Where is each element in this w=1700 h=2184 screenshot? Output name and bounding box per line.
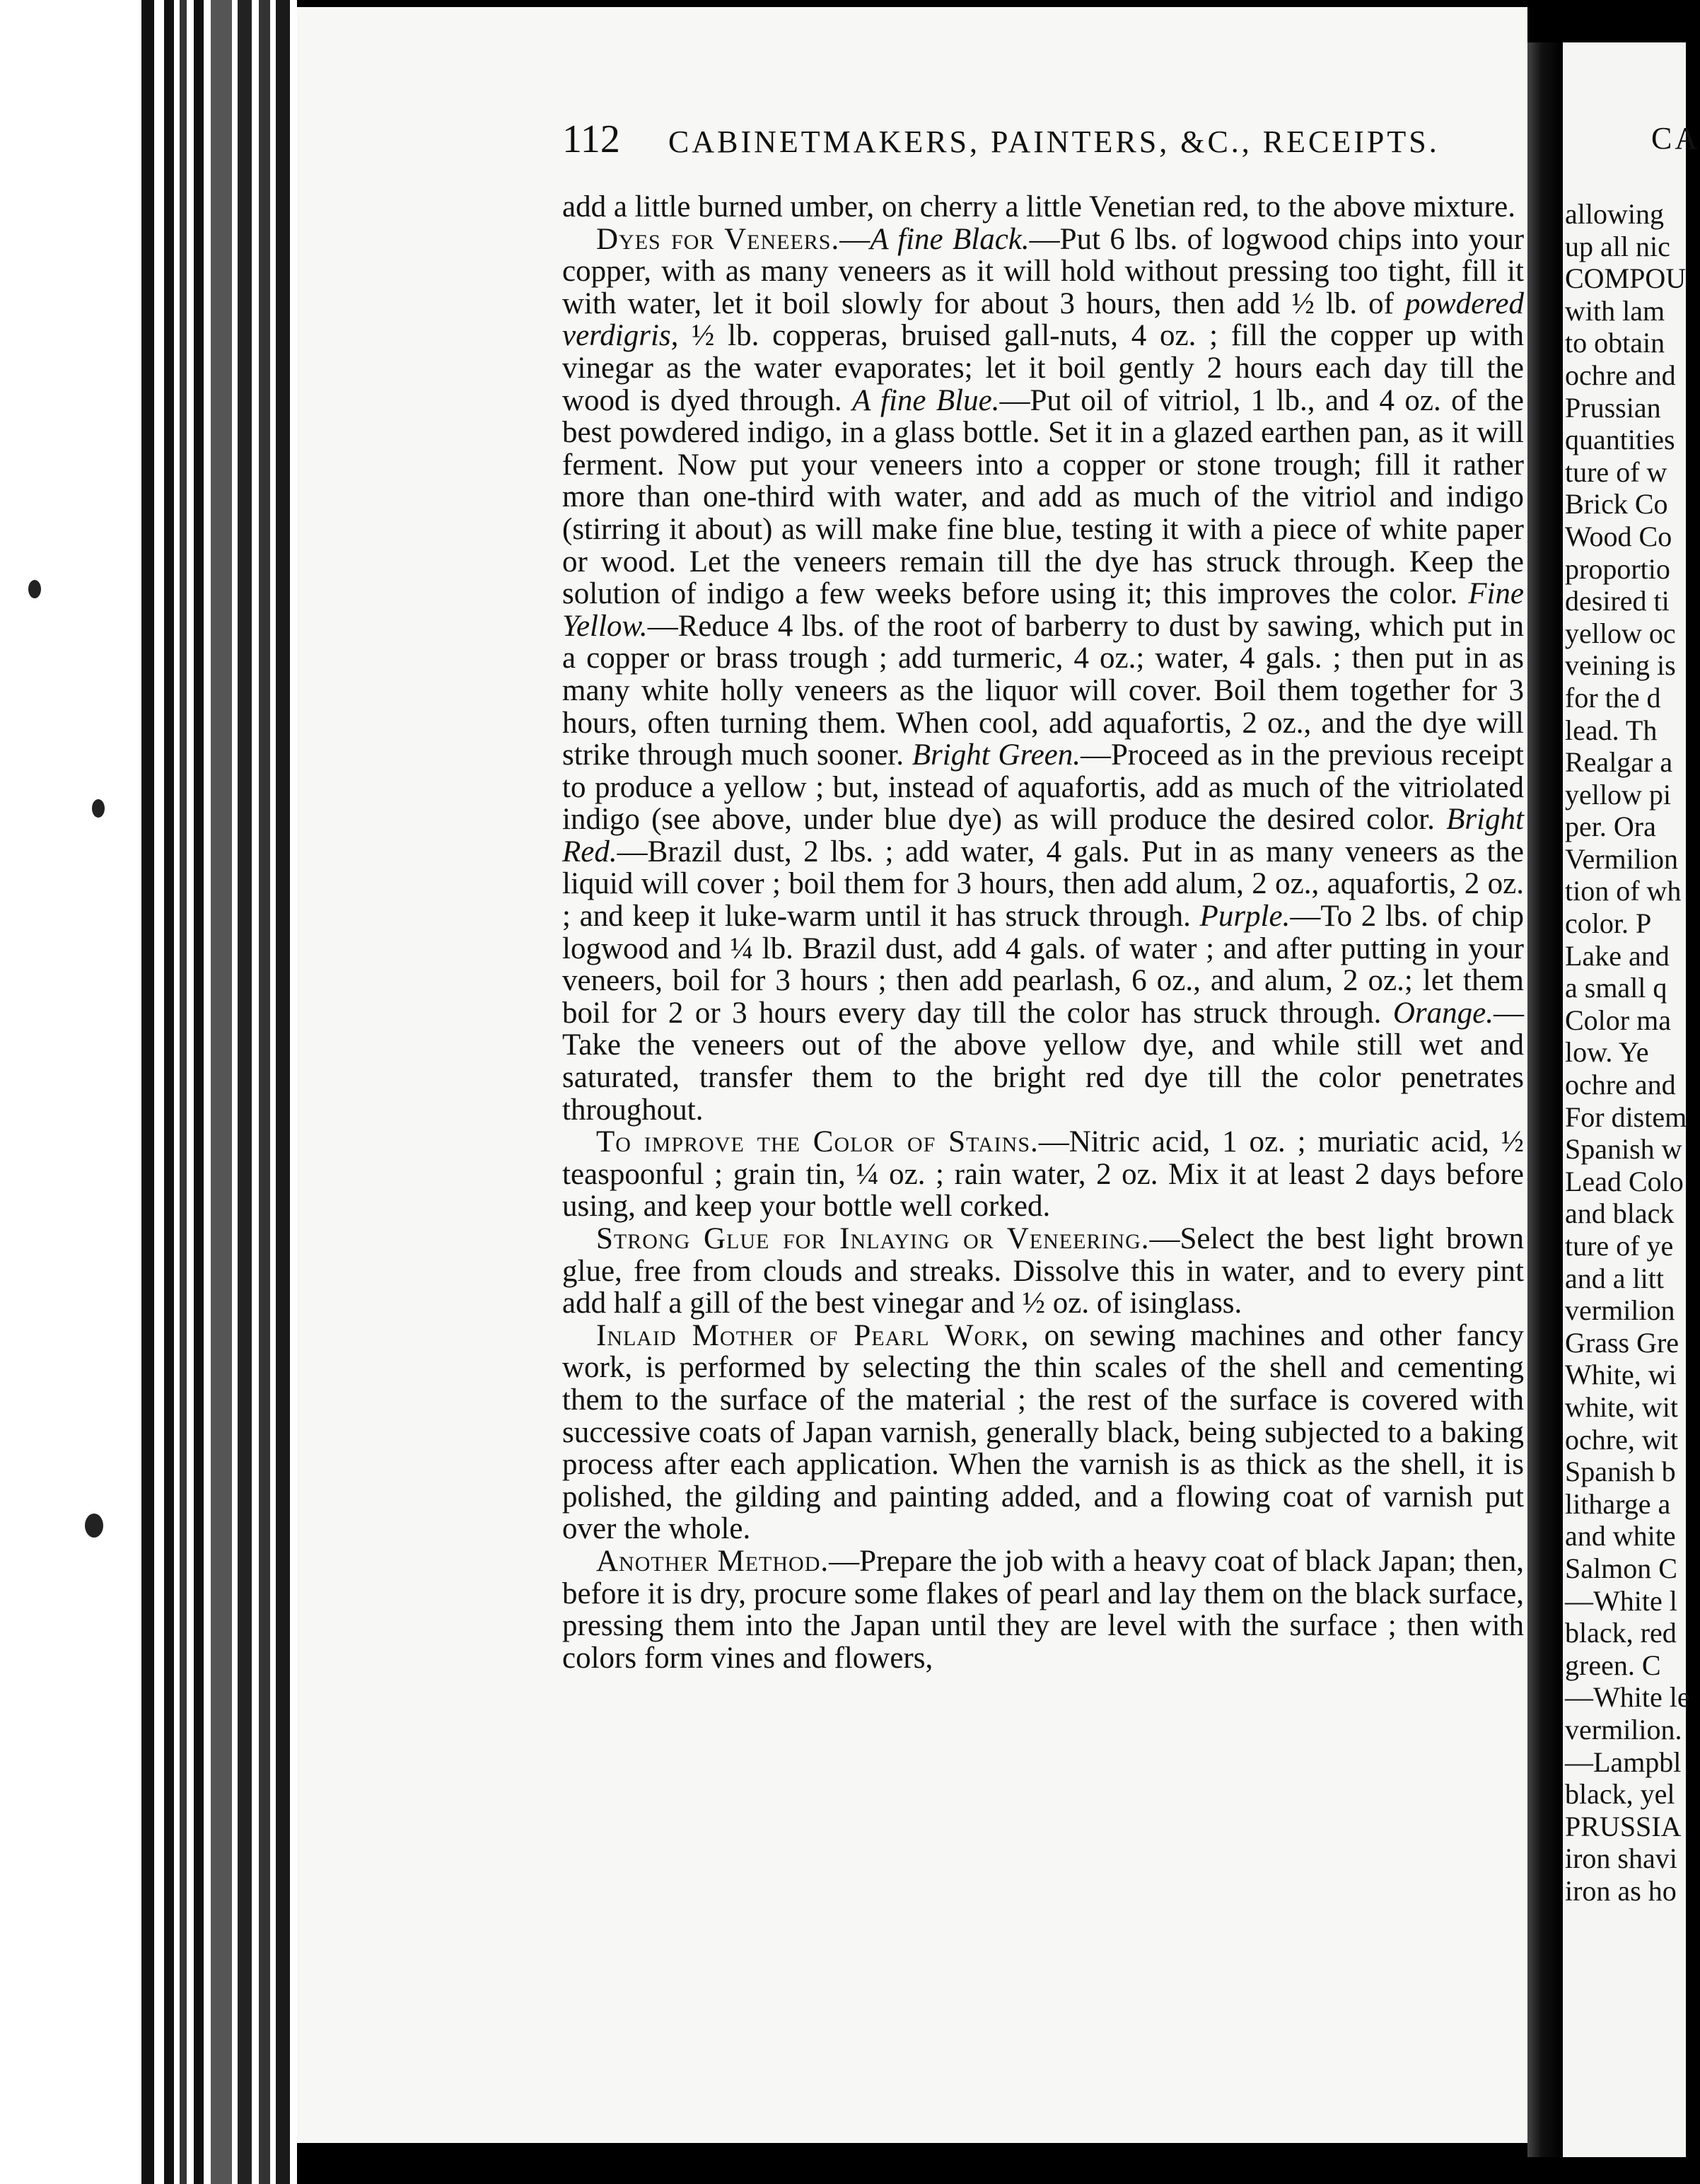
paragraph-dyes-for-veneers: Dyes for Veneers.—A fine Black.—Put 6 lbs. of logwood chips into your copper, with as many veneers as it will hold without pressing too tight, fill it with water, let it boil slowly for about 3 hours, then add ½ lb. of powdered verdigris, ½ lb. copperas, bruised gall-nuts, 4 oz. ; fill the copper up with vinegar as the water evaporates; let it boil gently 2 hours each day till the wood is dyed through. A fine Blue.—Put oil of vitriol, 1 lb., and 4 oz. of the best powdered indigo, in a glass bottle. Set it in a glazed earthen pan, as it will ferment. Now put your veneers into a copper or stone trough; fill it rather more than one-third with water, and add as much of the vitriol and indigo (stirring it about) as will make fine blue, testing it with a piece of white paper or wood. Let the veneers remain till the dye has struck through. Keep the solution of indigo a few weeks before using it; this improves the color. Fine Yellow.—Reduce 4 lbs. of the root of barberry to dust by sawing, which put in a copper or brass trough ; add turmeric, 4 oz.; water, 4 gals. ; then put in as many white holly veneers as the liquor will cover. Boil them together for 3 hours, often turning them. When cool, add aquafortis, 2 oz., and the dye will strike through much sooner. Bright Green.—Proceed as in the previous receipt to produce a yellow ; but, instead of aquafortis, add as much of the vitriolated indigo (see above, under blue dye) as will produce the desired color. Bright Red.—Brazil dust, 2 lbs. ; add water, 4 gals. Put in as many veneers as the liquid will cover ; boil them for 3 hours, then add alum, 2 oz., aquafortis, 2 oz. ; and keep it luke-warm until it has struck through. Purple.—To 2 lbs. of chip logwood and ¼ lb. Brazil dust, add 4 gals. of water ; and after putting in your veneers, boil for 3 hours ; then add pearlash, 6 oz., and alum, 2 oz.; let them boil for 2 or 3 hours every day till the color has struck through. Orange.—Take the veneers out of the above yellow dye, and while still wet and saturated, transfer them to the bright red dye till the color penetrates throughout. — [562, 222, 1525, 1127]
right-page-line: For distem — [1565, 1100, 1687, 1133]
right-page-line: ochre and — [1565, 1069, 1676, 1101]
right-page-line: COMPOU — [1565, 262, 1687, 295]
scan-margin — [0, 0, 134, 2184]
right-page-line: low. Ye — [1565, 1036, 1649, 1069]
scan-speck — [28, 580, 41, 598]
book-page-edges — [134, 0, 297, 2184]
right-page-text — [1565, 198, 1690, 1907]
right-page-line: Vermilion — [1565, 842, 1678, 875]
right-page-line: and black — [1565, 1197, 1675, 1230]
right-page-line: and a litt — [1565, 1262, 1664, 1294]
right-page-line: —Lampbl — [1565, 1746, 1682, 1778]
section-heading: Inlaid Mother of Pearl Work, — [596, 1318, 1030, 1352]
right-page-line: Brick Co — [1565, 488, 1668, 521]
right-page-line: for the d — [1565, 681, 1661, 714]
section-heading: To improve the Color of Stains. — [596, 1125, 1039, 1159]
right-page-line: per. Ora — [1565, 811, 1656, 843]
paragraph-strong-glue: Strong Glue for Inlaying or Veneering.—Select the best light brown glue, free from clouds and streaks. Dissolve this in water, and to every pint add half a gill of the best vinegar and ½ oz. of isinglass. — [562, 1222, 1524, 1320]
right-page-line: ochre and — [1565, 359, 1676, 391]
right-page-line: black, yel — [1565, 1778, 1675, 1811]
recipe-title: Bright Red. — [562, 803, 1524, 869]
right-page-line: litharge a — [1565, 1487, 1671, 1520]
right-page-line: Prussian — [1565, 391, 1661, 424]
recipe-title: A fine Blue. — [852, 383, 1000, 417]
right-page-line: iron as ho — [1565, 1874, 1677, 1907]
right-page-header: CA — [1651, 121, 1700, 156]
right-page-line: White, wi — [1565, 1359, 1677, 1391]
right-page-line: color. P — [1565, 907, 1652, 940]
right-page-line: green. C — [1565, 1649, 1661, 1681]
right-page-line: Grass Gre — [1565, 1326, 1679, 1359]
running-title: CABINETMAKERS, PAINTERS, &C., RECEIPTS. — [668, 124, 1440, 159]
right-page-line: Spanish b — [1565, 1456, 1676, 1488]
right-page-line: and white — [1565, 1520, 1676, 1552]
page-body — [562, 191, 1524, 1674]
page-header — [562, 117, 1531, 166]
right-page-line: quantities — [1565, 424, 1675, 456]
section-heading: Another Method. — [596, 1544, 829, 1578]
right-page-line: allowing — [1565, 198, 1664, 230]
paragraph-another-method: Another Method.—Prepare the job with a heavy coat of black Japan; then, before it is dry, procure some flakes of pearl and lay them on the black surface, pressing them into the Japan until they are level with the surface ; then with colors form vines and flowers, — [562, 1544, 1524, 1675]
right-page-line: tion of wh — [1565, 875, 1682, 907]
right-page-line: Lead Colo — [1565, 1165, 1684, 1197]
section-heading: Strong Glue for Inlaying or Veneering. — [596, 1222, 1150, 1255]
recipe-title: Fine Yellow. — [562, 577, 1524, 643]
right-page-line: —White le — [1565, 1681, 1690, 1714]
right-page-line: a small q — [1565, 972, 1667, 1004]
right-page-line: lead. Th — [1565, 714, 1658, 746]
right-page-line: Realgar a — [1565, 746, 1673, 779]
right-page-line: yellow pi — [1565, 778, 1671, 811]
recipe-title: A fine Black. — [870, 222, 1030, 256]
paragraph-improve-stains: To improve the Color of Stains.—Nitric acid, 1 oz. ; muriatic acid, ½ teaspoonful ; grain tin, ¼ oz. ; rain water, 2 oz. Mix it at least 2 days before using, and keep your bottle well corked. — [562, 1125, 1524, 1224]
right-page-line: up all nic — [1565, 230, 1670, 262]
right-page-line: Salmon C — [1565, 1552, 1677, 1584]
right-page-line: veining is — [1565, 649, 1676, 682]
right-page-line: to obtain — [1565, 327, 1665, 359]
right-page-line: Spanish w — [1565, 1133, 1682, 1166]
right-page-line: ture of w — [1565, 455, 1667, 488]
right-page-line: with lam — [1565, 294, 1665, 327]
right-page-line: Wood Co — [1565, 520, 1672, 552]
page-number: 112 — [562, 117, 620, 161]
right-page-line: vermilion — [1565, 1294, 1675, 1327]
right-page-line: —White l — [1565, 1584, 1677, 1617]
right-page-line: ture of ye — [1565, 1230, 1674, 1262]
scan-speck — [92, 799, 105, 818]
recipe-title: Bright Green. — [912, 738, 1081, 772]
recipe-title: Orange. — [1392, 996, 1494, 1030]
paragraph: add a little burned umber, on cherry a little Venetian red, to the above mixture. — [562, 190, 1515, 223]
right-page-line: Lake and — [1565, 939, 1670, 972]
right-page-line: black, red — [1565, 1617, 1677, 1649]
right-page-line: ochre, wit — [1565, 1423, 1678, 1456]
paragraph-mother-of-pearl: Inlaid Mother of Pearl Work, on sewing machines and other fancy work, is performed by selecting the thin scales of the shell and cementing them to the surface of the material ; the rest of the surface is covered with successive coats of Japan varnish, generally black, being subjected to a baking process after each application. When the varnish is as thick as the shell, it is polished, the gilding and painting added, and a flowing coat of varnish put over the whole. — [562, 1318, 1525, 1546]
right-page-line: iron shavi — [1565, 1842, 1677, 1875]
right-page-line: proportio — [1565, 552, 1670, 585]
right-page-fragment — [1563, 42, 1700, 2157]
right-page-line: PRUSSIA — [1565, 1810, 1682, 1842]
right-page-line: white, wit — [1565, 1390, 1678, 1423]
right-page-line: Color ma — [1565, 1004, 1671, 1036]
book-gutter — [1527, 42, 1563, 2157]
recipe-title: Purple. — [1199, 900, 1291, 934]
right-page-line: yellow oc — [1565, 617, 1676, 649]
scan-speck — [85, 1514, 103, 1538]
right-page-line: desired ti — [1565, 585, 1670, 617]
right-page-line: vermilion. — [1565, 1713, 1682, 1746]
section-heading: Dyes for Veneers. — [596, 222, 840, 256]
